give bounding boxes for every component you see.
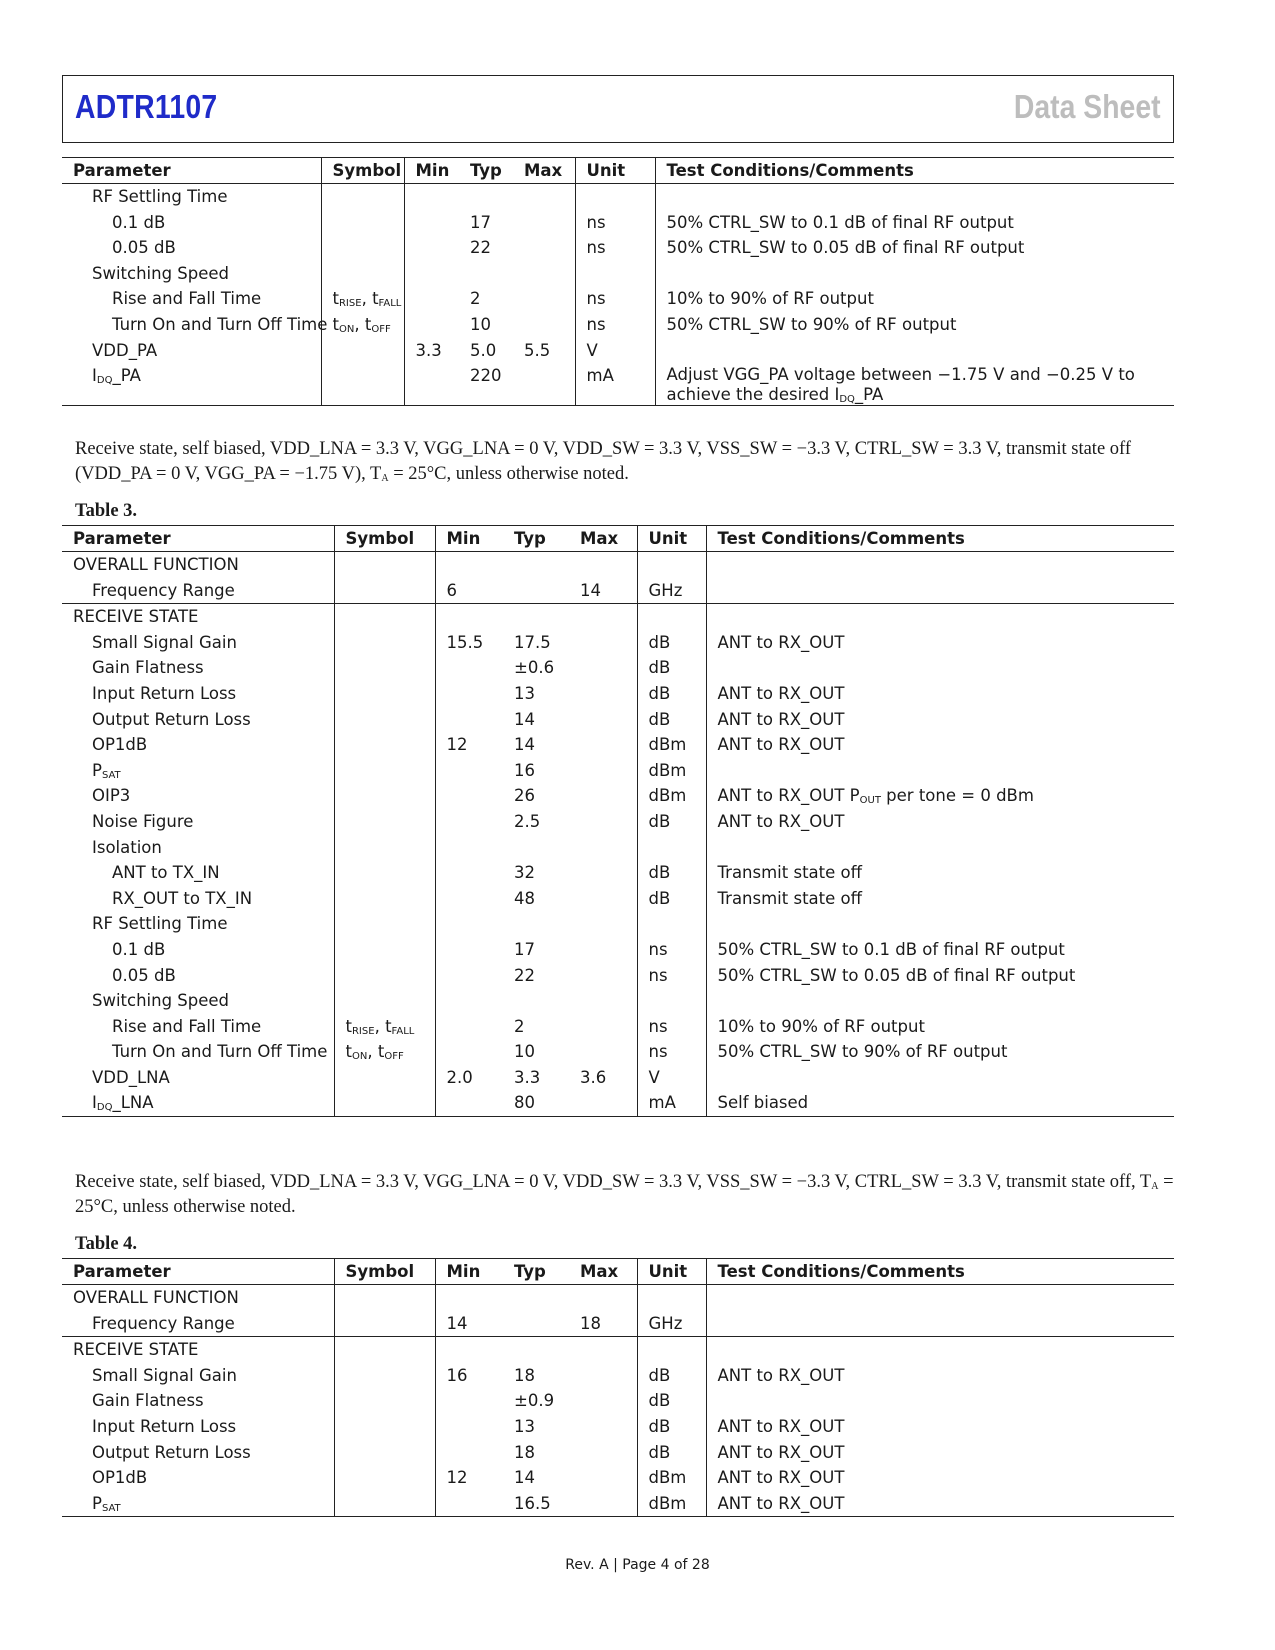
col-header-typ: Typ — [503, 1259, 569, 1285]
part-number: ADTR1107 — [75, 88, 218, 125]
conditions-paragraph-table3: Receive state, self biased, VDD_LNA = 3.3 V, VGG_LNA = 0 V, VDD_SW = 3.3 V, VSS_SW = −3.3 V, CTRL_SW = 3.3 V, transmit state off (VDD_PA = 0 V, VGG_PA = −1.75 V), $T_A = 25^\circ C$, unless otherwise noted. — [75, 439, 1132, 484]
table-row: Input Return Loss 13 dB ANT to RX_OUT — [62, 1414, 1174, 1440]
table-row: Turn On and Turn Off Time $t_{ON}$, $t_{OFF}$ 10 ns 50% CTRL_SW to 90% of RF output — [62, 312, 1174, 338]
table-row: VDD_PA 3.3 5.0 5.5 V — [62, 338, 1174, 364]
spec-table-4 — [62, 1258, 1174, 1517]
table-row: Rise and Fall Time $t_{RISE}$, $t_{FALL}$ 2 ns 10% to 90% of RF output — [62, 286, 1174, 312]
col-header-unit: Unit — [575, 158, 655, 184]
table-row: Frequency Range 6 14 GHz — [62, 578, 1174, 604]
table-row: 0.1 dB 17 ns 50% CTRL_SW to 0.1 dB of final RF output — [62, 210, 1174, 236]
table-row: Switching Speed — [62, 988, 1174, 1014]
table-row: ANT to TX_IN 32 dB Transmit state off — [62, 860, 1174, 886]
col-header-max: Max — [513, 158, 575, 184]
table-row: OVERALL FUNCTION — [62, 1285, 1174, 1311]
table-row: RX_OUT to TX_IN 48 dB Transmit state off — [62, 886, 1174, 912]
table-row: OVERALL FUNCTION — [62, 552, 1174, 578]
table-row: Output Return Loss 14 dB ANT to RX_OUT — [62, 707, 1174, 733]
table-row: RECEIVE STATE — [62, 1337, 1174, 1363]
page-footer: Rev. A | Page 4 of 28 — [565, 1557, 710, 1573]
table-row: Gain Flatness ±0.6 dB — [62, 655, 1174, 681]
col-header-symbol: Symbol — [321, 158, 404, 184]
col-header-conditions: Test Conditions/Comments — [655, 158, 1174, 184]
spec-table-2-continued — [62, 157, 1174, 406]
col-header-conditions: Test Conditions/Comments — [706, 526, 1174, 552]
table-row: Output Return Loss 18 dB ANT to RX_OUT — [62, 1440, 1174, 1466]
table-row: 0.1 dB 17 ns 50% CTRL_SW to 0.1 dB of final RF output — [62, 937, 1174, 963]
table-row: 0.05 dB 22 ns 50% CTRL_SW to 0.05 dB of final RF output — [62, 235, 1174, 261]
table-row: Noise Figure 2.5 dB ANT to RX_OUT — [62, 809, 1174, 835]
table-row: RECEIVE STATE — [62, 604, 1174, 630]
conditions-paragraph-table4: Receive state, self biased, VDD_LNA = 3.3 V, VGG_LNA = 0 V, VDD_SW = 3.3 V, VSS_SW = −3.3 V, CTRL_SW = 3.3 V, transmit state off, $T_A = 25^\circ C$, unless otherwise noted. — [75, 1172, 1174, 1217]
col-header-min: Min — [404, 158, 459, 184]
col-header-max: Max — [569, 526, 637, 552]
table-row: OP1dB 12 14 dBm ANT to RX_OUT — [62, 732, 1174, 758]
table-row: Rise and Fall Time $t_{RISE}$, $t_{FALL}$ 2 ns 10% to 90% of RF output — [62, 1014, 1174, 1040]
table-row: VDD_LNA 2.0 3.3 3.6 V — [62, 1065, 1174, 1091]
col-header-min: Min — [435, 526, 503, 552]
table-row: OP1dB 12 14 dBm ANT to RX_OUT — [62, 1465, 1174, 1491]
table-row: 0.05 dB 22 ns 50% CTRL_SW to 0.05 dB of final RF output — [62, 963, 1174, 989]
table-row: $P_{SAT}$ 16 dBm — [62, 758, 1174, 784]
table-row: OIP3 26 dBm ANT to RX_OUT $P_{OUT}$ per tone = 0 dBm — [62, 783, 1174, 809]
col-header-unit: Unit — [637, 526, 706, 552]
symbol-cell: $t_{ON}$, $t_{OFF}$ — [321, 312, 404, 338]
col-header-parameter: Parameter — [62, 526, 334, 552]
table-row: Input Return Loss 13 dB ANT to RX_OUT — [62, 681, 1174, 707]
table-row: Gain Flatness ±0.9 dB — [62, 1388, 1174, 1414]
table-row: Turn On and Turn Off Time $t_{ON}$, $t_{OFF}$ 10 ns 50% CTRL_SW to 90% of RF output — [62, 1039, 1174, 1065]
table-row: Small Signal Gain 16 18 dB ANT to RX_OUT — [62, 1363, 1174, 1389]
table-row: $P_{SAT}$ 16.5 dBm ANT to RX_OUT — [62, 1491, 1174, 1517]
document-type: Data Sheet — [1014, 88, 1161, 125]
col-header-typ: Typ — [459, 158, 513, 184]
table-row: Small Signal Gain 15.5 17.5 dB ANT to RX_OUT — [62, 630, 1174, 656]
col-header-max: Max — [569, 1259, 637, 1285]
table-row: Isolation — [62, 835, 1174, 861]
table-3-caption: Table 3. — [75, 501, 138, 521]
col-header-parameter: Parameter — [62, 158, 321, 184]
symbol-cell: $t_{RISE}$, $t_{FALL}$ — [334, 1014, 435, 1040]
table-4-caption: Table 4. — [75, 1234, 138, 1254]
col-header-min: Min — [435, 1259, 503, 1285]
table-row: RF Settling Time — [62, 911, 1174, 937]
page-header — [62, 75, 1174, 143]
col-header-conditions: Test Conditions/Comments — [706, 1259, 1174, 1285]
table-row: RF Settling Time — [62, 184, 1174, 210]
col-header-parameter: Parameter — [62, 1259, 334, 1285]
table-row: $I_{DQ}\_LNA$ 80 mA Self biased — [62, 1090, 1174, 1116]
col-header-symbol: Symbol — [334, 526, 435, 552]
col-header-symbol: Symbol — [334, 1259, 435, 1285]
table-row: Switching Speed — [62, 261, 1174, 287]
spec-table-3 — [62, 525, 1174, 1117]
table-row: $I_{DQ}\_PA$ 220 mA Adjust VGG_PA voltage between −1.75 V and −0.25 V to achieve the desired $I_{DQ}\_PA$ — [62, 363, 1174, 406]
table-row: Frequency Range 14 18 GHz — [62, 1311, 1174, 1337]
col-header-unit: Unit — [637, 1259, 706, 1285]
symbol-cell: $t_{ON}$, $t_{OFF}$ — [334, 1039, 435, 1065]
col-header-typ: Typ — [503, 526, 569, 552]
symbol-cell: $t_{RISE}$, $t_{FALL}$ — [321, 286, 404, 312]
